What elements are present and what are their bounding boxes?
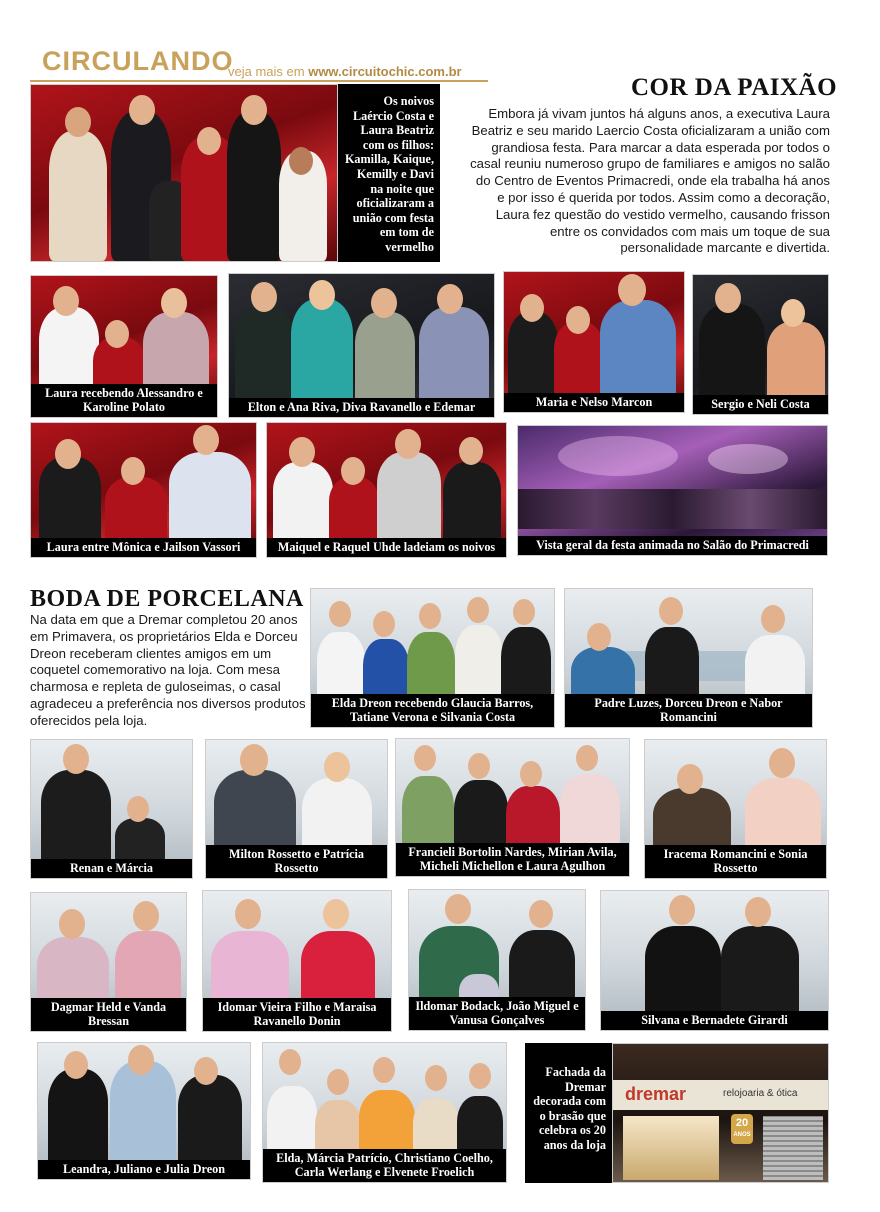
photo-iracema xyxy=(644,739,827,879)
caption-renan-marcia: Renan e Márcia xyxy=(31,859,192,879)
caption-sergio-neli: Sergio e Neli Costa xyxy=(693,395,828,415)
url-link[interactable]: www.circuitochic.com.br xyxy=(308,64,462,79)
badge-label: ANOS xyxy=(733,1132,751,1138)
main-photo-caption: Os noivos Laércio Costa e Laura Beatriz com os filhos: Kamilla, Kaique, Kemilly e Davi na noite que oficializaram a união com festa em tom de vermelho xyxy=(338,84,440,262)
caption-leandra: Leandra, Juliano e Julia Dreon xyxy=(38,1160,250,1180)
photo-padre-luzes xyxy=(564,588,813,728)
photo-ildomar xyxy=(408,889,586,1031)
photo-leandra xyxy=(37,1042,251,1180)
photo-renan-marcia xyxy=(30,739,193,879)
photo-francieli xyxy=(395,738,630,877)
caption-polato: Laura recebendo Alessandro e Karoline Polato xyxy=(31,384,217,417)
main-photo-couple xyxy=(30,84,338,262)
caption-elda-group: Elda, Márcia Patrício, Christiano Coelho, Carla Werlang e Elvenete Froelich xyxy=(263,1149,506,1182)
photo-riva xyxy=(228,273,495,418)
caption-idomar-maraisa: Idomar Vieira Filho e Maraisa Ravanello Donin xyxy=(203,998,391,1031)
photo-uhde xyxy=(266,422,507,558)
caption-ildomar: Ildomar Bodack, João Miguel e Vanusa Gonçalves xyxy=(409,997,585,1030)
photo-marcon xyxy=(503,271,685,413)
photo-vassori xyxy=(30,422,257,558)
caption-elda-dreon: Elda Dreon recebendo Glaucia Barros, Tatiane Verona e Silvania Costa xyxy=(311,694,554,727)
story2-body: Na data em que a Dremar completou 20 anos em Primavera, os proprietários Elda e Dorceu Dreon receberam clientes amigos em um coquetel comemorativo na loja. Com mesa charmosa e repleta de guloseimas, o casal agradeceu a preferência nos diversos produtos oferecidos pela loja. xyxy=(30,612,306,728)
badge-number: 20 xyxy=(735,1117,749,1129)
caption-padre-luzes: Padre Luzes, Dorceu Dreon e Nabor Romancini xyxy=(565,694,812,727)
facade-caption: Fachada da Dremar decorada com o brasão que celebra os 20 anos da loja xyxy=(525,1043,612,1183)
photo-sergio-neli xyxy=(692,274,829,415)
story2-headline: BODA DE PORCELANA xyxy=(30,586,304,612)
caption-iracema: Iracema Romancini e Sonia Rossetto xyxy=(645,845,826,878)
url-prefix: veja mais em xyxy=(228,64,309,79)
photo-elda-group xyxy=(262,1042,507,1183)
caption-salao: Vista geral da festa animada no Salão do Primacredi xyxy=(518,536,827,556)
caption-francieli: Francieli Bortolin Nardes, Mirian Avila, Micheli Michellon e Laura Agulhon xyxy=(396,843,629,876)
photo-polato xyxy=(30,275,218,418)
storefront-sign: dremar xyxy=(625,1084,687,1104)
photo-rossetto-milton xyxy=(205,739,388,879)
anniversary-badge xyxy=(731,1114,753,1144)
photo-elda-dreon xyxy=(310,588,555,728)
caption-dagmar: Dagmar Held e Vanda Bressan xyxy=(31,998,186,1031)
caption-marcon: Maria e Nelso Marcon xyxy=(504,393,684,413)
photo-fachada xyxy=(612,1043,829,1183)
photo-idomar-maraisa xyxy=(202,890,392,1032)
caption-riva: Elton e Ana Riva, Diva Ravanello e Edemar xyxy=(229,398,494,418)
section-title: CIRCULANDO xyxy=(42,46,234,76)
photo-girardi xyxy=(600,890,829,1031)
caption-uhde: Maiquel e Raquel Uhde ladeiam os noivos xyxy=(267,538,506,558)
caption-vassori: Laura entre Mônica e Jailson Vassori xyxy=(31,538,256,558)
story1-body: Embora já vivam juntos há alguns anos, a executiva Laura Beatriz e seu marido Laercio Costa oficializaram a união com grandiosa festa. Para marcar a data esperada por todos o casal reuniu numeroso grupo de familiares e amigos no salão do Centro de Eventos Primacredi, onde ela trabalha há anos e por isso é querida por todos. Assim como a decoração, Laura fez questão do vestido vermelho, causando frisson entre os convidados com mais um toque de sua personalidade marcante e divertida. xyxy=(470,106,830,256)
storefront-sub: relojoaria & ótica xyxy=(723,1088,798,1099)
site-url[interactable] xyxy=(228,64,462,79)
header-underline xyxy=(30,80,488,82)
photo-salao xyxy=(517,425,828,556)
story1-headline: COR DA PAIXÃO xyxy=(631,74,838,101)
caption-girardi: Silvana e Bernadete Girardi xyxy=(601,1011,828,1031)
photo-dagmar xyxy=(30,892,187,1032)
caption-rossetto-milton: Milton Rossetto e Patrícia Rossetto xyxy=(206,845,387,878)
